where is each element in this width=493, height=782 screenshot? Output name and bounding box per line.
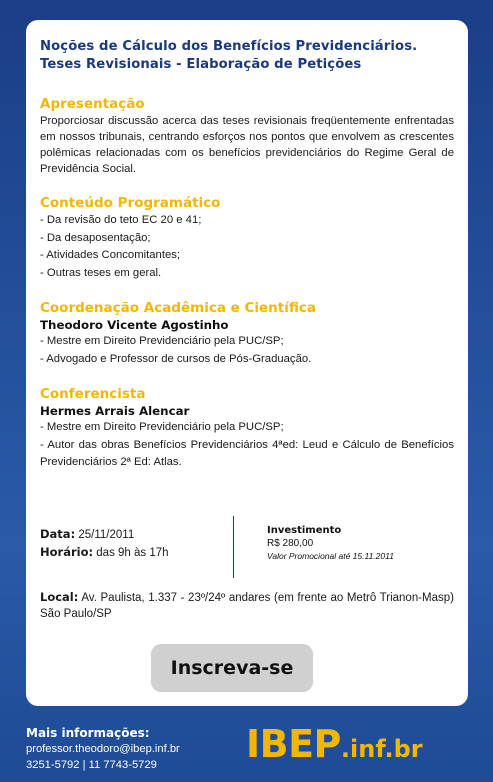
location-label: Local:: [40, 590, 79, 604]
conferencista-title: Conferencista: [40, 386, 146, 402]
conferencista-list: [40, 419, 454, 472]
ibep-logo: [246, 722, 423, 771]
contact-info: [26, 725, 180, 773]
date-value: 25/11/2011: [78, 529, 135, 541]
list-item: - Da revisão do teto EC 20 e 41;: [40, 214, 202, 226]
list-item: - Atividades Concomitantes;: [40, 249, 181, 261]
conteudo-title: Conteúdo Programático: [40, 195, 221, 211]
list-item: - Autor das obras Benefícios Previdenciários 4ªed: Leud e Cálculo de Benefícios Previdenciários 2ª Ed: Atlas.: [40, 438, 454, 468]
investment-price: R$ 280,00: [267, 538, 314, 549]
list-item: - Mestre em Direito Previdenciário pela PUC/SP;: [40, 421, 284, 433]
section-conferencista: [40, 386, 454, 472]
date-label: Data:: [40, 527, 76, 541]
investment-promo: Valor Promocional até 15.11.2011: [267, 551, 394, 561]
event-location: [40, 589, 454, 622]
list-item: - Da desaposentação;: [40, 231, 151, 244]
logo-suffix: .inf.br: [340, 735, 423, 763]
event-schedule: [40, 526, 169, 562]
time-value: das 9h às 17h: [96, 547, 169, 559]
conteudo-list: [40, 212, 454, 282]
apresentacao-title: Apresentação: [40, 96, 145, 112]
title-line-1: Noções de Cálculo dos Benefícios Previdenciários.: [40, 39, 418, 54]
coordinator-name: Theodoro Vicente Agostinho: [40, 318, 229, 332]
apresentacao-text: Proporciosar discussão acerca das teses revisionais freqüentemente enfrentadas em nossos tribunais, centrando esforços nos pontos que envolvem as crescentes polêmicas relacionadas com os benefícios previdenciários do Regime Geral de Previdência Social.: [40, 115, 454, 175]
logo-main: IBEP: [246, 722, 341, 766]
register-button[interactable]: Inscreva-se: [151, 644, 313, 692]
section-coordenacao: [40, 300, 454, 368]
speaker-name: Hermes Arrais Alencar: [40, 404, 190, 418]
vertical-divider: [233, 516, 234, 578]
title-line-2: Teses Revisionais - Elaboração de Petições: [40, 57, 362, 72]
contact-phones: 3251-5792 | 11 7743-5729: [26, 759, 157, 771]
list-item: - Advogado e Professor de cursos de Pós-Graduação.: [40, 352, 312, 365]
section-conteudo: [40, 195, 454, 282]
contact-title: Mais informações:: [26, 726, 150, 740]
investment-title: Investimento: [267, 525, 342, 536]
event-info: [40, 516, 454, 580]
list-item: - Mestre em Direito Previdenciário pela PUC/SP;: [40, 335, 284, 347]
content-card: [26, 20, 468, 706]
contact-email[interactable]: professor.theodoro@ibep.inf.br: [26, 743, 180, 755]
investment-box: [267, 524, 394, 563]
coordenacao-list: [40, 333, 454, 368]
list-item: - Outras teses em geral.: [40, 266, 162, 279]
page-title: [40, 38, 454, 74]
coordenacao-title: Coordenação Acadêmica e Científica: [40, 300, 316, 316]
location-value: Av. Paulista, 1.337 - 23º/24º andares (em frente ao Metrô Trianon-Masp) São Paulo/SP: [40, 592, 454, 620]
section-apresentacao: [40, 96, 454, 177]
time-label: Horário:: [40, 545, 94, 559]
